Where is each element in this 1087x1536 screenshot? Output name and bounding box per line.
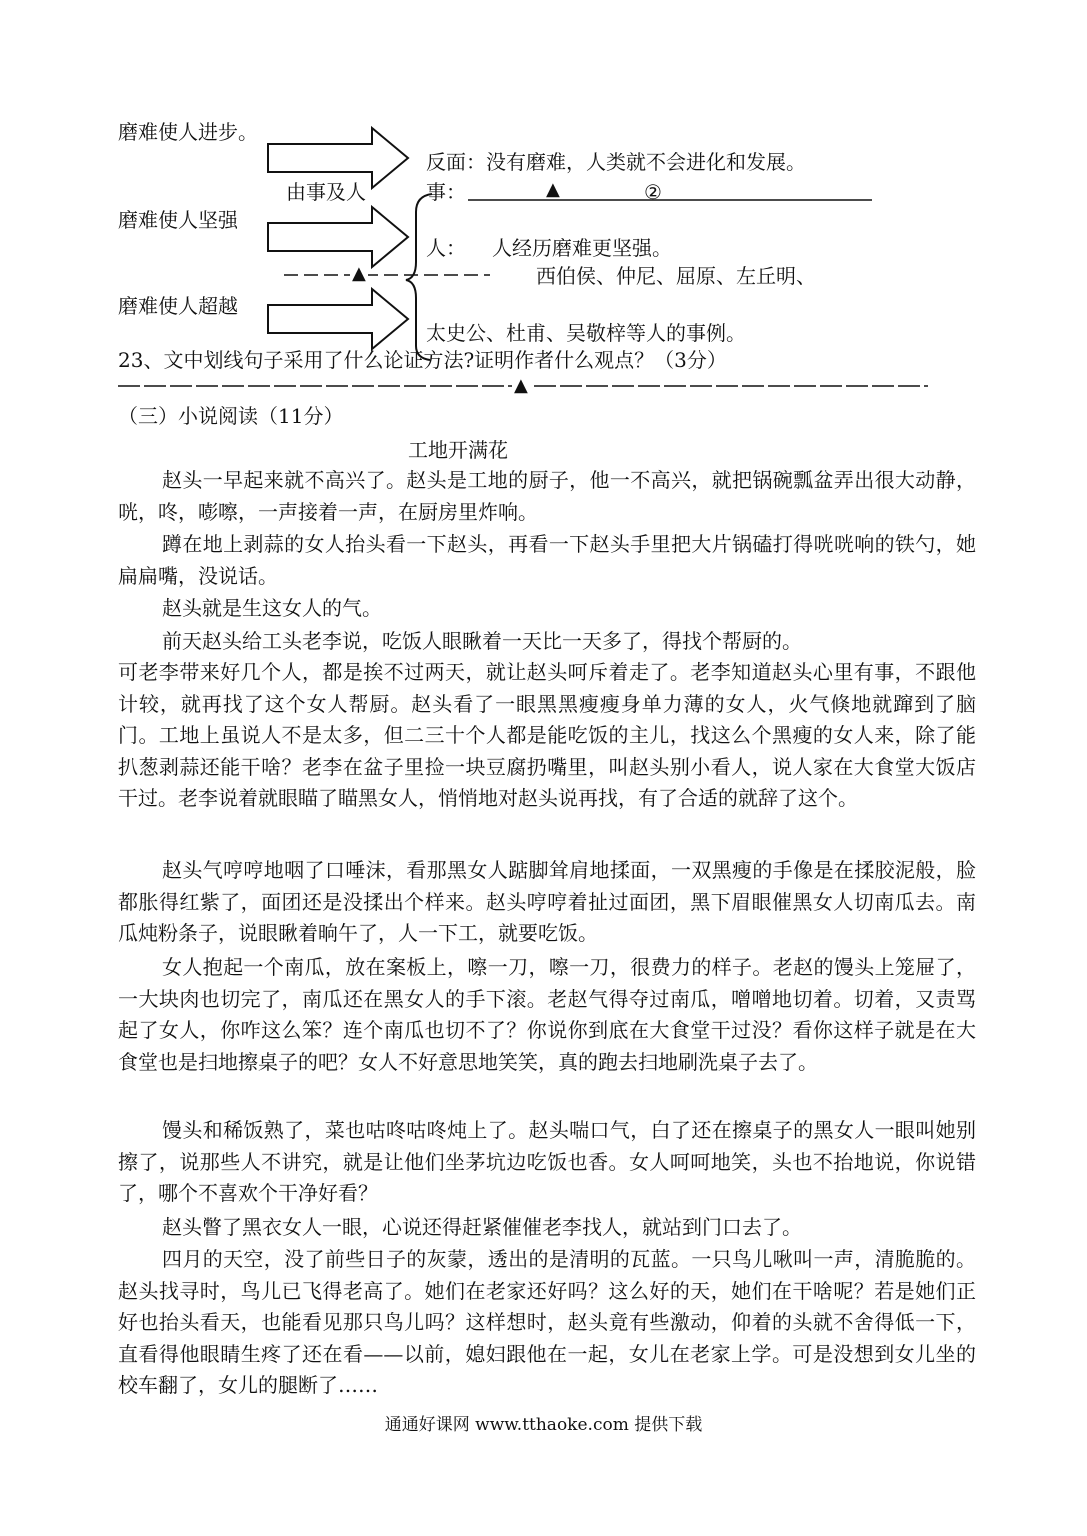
examples-line2: 太史公、杜甫、吴敬梓等人的事例。 [426, 321, 746, 345]
blank-mark: ▲ [352, 263, 366, 284]
left-item-progress: 磨难使人进步。 [118, 120, 258, 144]
ren-text: 人经历磨难更坚强。 [492, 236, 672, 260]
story-title: 工地开满花 [408, 438, 508, 462]
circle-number: ② [644, 180, 662, 204]
shi-label: 事： [426, 180, 466, 204]
arrow-right-icon [268, 207, 408, 267]
left-item-transcend: 磨难使人超越 [118, 294, 238, 318]
arrow-right-icon [268, 289, 408, 349]
story-paragraph: 女人抱起一个南瓜，放在案板上，嚓一刀，嚓一刀，很费力的样子。老赵的馒头上笼屉了，一大块肉也切完了，南瓜还在黑女人的手下滚。老赵气得夺过南瓜，噌噌地切着。切着，又责骂起了女人，你咋这么笨？连个南瓜也切不了？你说你到底在大食堂干过没？看你这样子就是在大食堂也是扫地擦桌子的吧？女人不好意思地笑笑，真的跑去扫地刷洗桌子去了。 [118, 955, 976, 1074]
story-paragraph: 赵头一早起来就不高兴了。赵头是工地的厨子，他一不高兴，就把锅碗瓢盆弄出很大动静，咣，咚，嘭嚓，一声接着一声，在厨房里炸响。 [118, 468, 976, 524]
story-paragraph: 四月的天空，没了前些日子的灰蒙，透出的是清明的瓦蓝。一只鸟儿啾叫一声，清脆脆的。赵头找寻时，鸟儿已飞得老高了。她们在老家还好吗？这么好的天，她们在干啥呢？若是她们正好也抬头看天，也能看见那只鸟儿吗？这样想时，赵头竟有些激动，仰着的头就不舍得低一下，直看得他眼睛生疼了还在看——以前，媳妇跟他在一起，女儿在老家上学。可是没想到女儿坐的校车翻了，女儿的腿断了…… [118, 1247, 976, 1397]
story-paragraph: 前天赵头给工头老李说，吃饭人眼瞅着一天比一天多了，得找个帮厨的。 [162, 629, 802, 653]
left-item-strong: 磨难使人坚强 [118, 208, 238, 232]
story-paragraph: 赵头就是生这女人的气。 [162, 596, 382, 620]
story-paragraph: 赵头瞥了黑衣女人一眼，心说还得赶紧催催老李找人，就站到门口去了。 [162, 1215, 802, 1239]
story-paragraph: 赵头气哼哼地咽了口唾沫，看那黑女人踮脚耸肩地揉面，一双黑瘦的手像是在揉胶泥般，脸都胀得红紫了，面团还是没揉出个样来。赵头哼哼着扯过面团，黑下眉眼催黑女人切南瓜去。南瓜炖粉条子，说眼瞅着晌午了，人一下工，就要吃饭。 [118, 858, 976, 945]
mid-label: 由事及人 [286, 180, 366, 204]
right-line-negative: 反面：没有磨难，人类就不会进化和发展。 [426, 150, 806, 174]
blank-mark: ▲ [546, 179, 560, 200]
story-paragraph: 馒头和稀饭熟了，菜也咕咚咕咚炖上了。赵头喘口气，白了还在擦桌子的黑女人一眼叫她别擦了，说那些人不讲究，就是让他们坐茅坑边吃饭也香。女人呵呵地笑，头也不抬地说，你说错了，哪个不喜欢个干净好看？ [118, 1118, 976, 1205]
section-heading: （三）小说阅读（11分） [118, 404, 344, 428]
answer-mark: ▲ [514, 375, 528, 396]
ren-label: 人： [426, 236, 466, 260]
footer-text: 通通好课网 www.tthaoke.com 提供下载 [384, 1415, 703, 1435]
examples-line1: 西伯侯、仲尼、屈原、左丘明、 [536, 264, 816, 288]
question-23: 23、文中划线句子采用了什么论证方法?证明作者什么观点？（3分） [118, 348, 727, 372]
story-paragraph: 蹲在地上剥蒜的女人抬头看一下赵头，再看一下赵头手里把大片锅磕打得咣咣响的铁勺，她扁扁嘴，没说话。 [118, 532, 976, 588]
arrow-right-icon [268, 128, 408, 188]
story-paragraph: 可老李带来好几个人，都是挨不过两天，就让赵头呵斥着走了。老李知道赵头心里有事，不跟他计较，就再找了这个女人帮厨。赵头看了一眼黑黑瘦瘦身单力薄的女人，火气倏地就蹿到了脑门。工地上虽说人不是太多，但二三十个人都是能吃饭的主儿，找这么个黑瘦的女人来，除了能扒葱剥蒜还能干啥？老李在盆子里捡一块豆腐扔嘴里，叫赵头别小看人，说人家在大食堂大饭店干过。老李说着就眼瞄了瞄黑女人，悄悄地对赵头说再找，有了合适的就辞了这个。 [118, 660, 976, 810]
